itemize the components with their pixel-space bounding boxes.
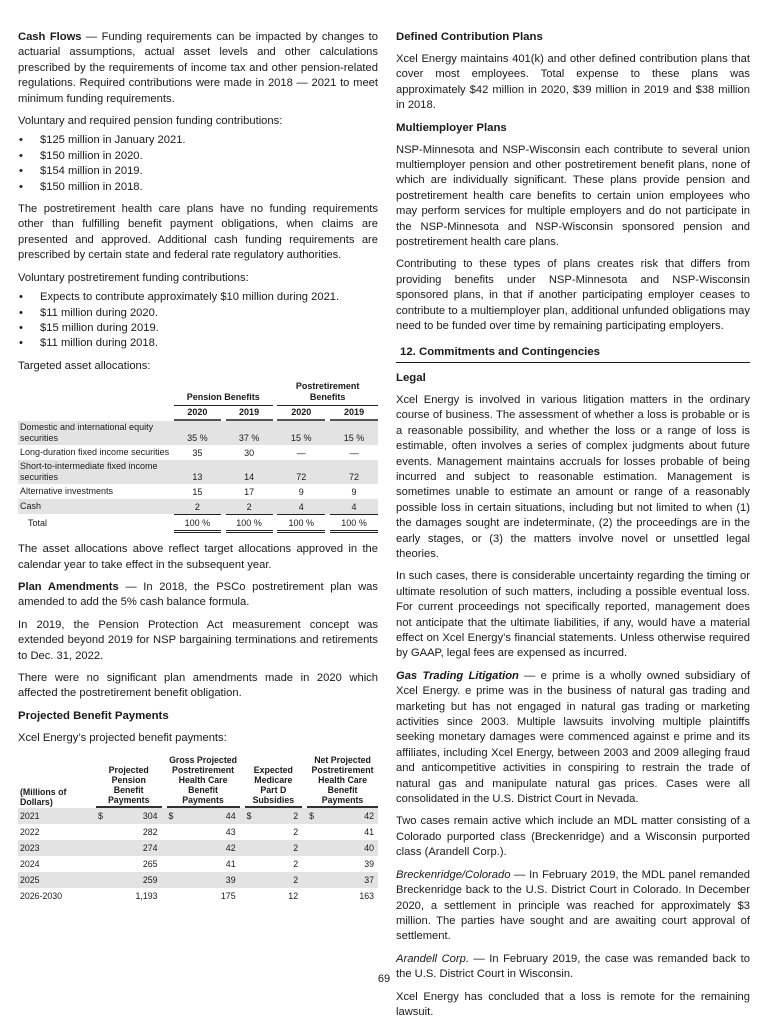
multiemployer-heading: Multiemployer Plans — [396, 121, 507, 134]
table-header-row — [18, 754, 378, 808]
table-row: 2023 274 42 2 40 — [18, 840, 378, 856]
list-item: • $11 million during 2020. — [18, 306, 378, 321]
group-header-pension: Pension Benefits — [174, 380, 273, 406]
multiemployer-paragraph-2: Contributing to these types of plans creates risk that differs from providing benefits under NSP-Minnesota and NSP-Wisconsin sponsored plans, in that if another participating employer ceases to contribute to a multiemployer plan, additional unfunded obligations may need to be funded over time by remaining participating employers. — [396, 258, 750, 333]
no-amendments-paragraph: There were no significant plan amendments made in 2020 which affected the postretirement benefit obligation. — [18, 671, 378, 700]
group-header-postretirement: Postretirement Benefits — [277, 380, 378, 406]
table-row: 2022 282 43 2 41 — [20, 827, 374, 838]
column-header: Gross Projected Postretirement Health Care Benefit Payments — [167, 754, 240, 808]
list-item: • $154 million in 2019. — [18, 164, 378, 179]
ppa-paragraph: In 2019, the Pension Protection Act measurement concept was extended beyond 2019 for NSP bargaining terminations and retirements to Dec. 31, 2022. — [18, 618, 378, 662]
section-title-commitments: 12. Commitments and Contingencies — [396, 345, 750, 363]
asset-allocation-table — [18, 380, 378, 533]
column-header: 2019 — [330, 406, 378, 421]
list-item: • $150 million in 2020. — [18, 149, 378, 164]
table-year-header-row — [18, 406, 378, 421]
projected-heading: Projected Benefit Payments — [18, 709, 169, 722]
list-item: • Expects to contribute approximately $10 million during 2021. — [18, 290, 378, 305]
allocation-note: The asset allocations above reflect target allocations approved in the calendar year to take effect in the subsequent year. — [18, 543, 378, 571]
right-column — [396, 30, 750, 1027]
list-item: • $11 million during 2018. — [18, 336, 378, 351]
table-group-header-row — [18, 380, 378, 406]
left-column — [18, 30, 378, 904]
defined-contribution-paragraph: Xcel Energy maintains 401(k) and other defined contribution plans that cover most employees. Total expense to these plans was approximately $42 million in 2020, $39 million in 2019 and $38 million in 2018. — [396, 53, 750, 112]
multiemployer-paragraph-1: NSP-Minnesota and NSP-Wisconsin each contribute to several union multiemployer pension and other postretirement benefit plans, none of which are individually significant. These plans provide pension and postretirement health care benefits to certain union employees who may perform services for multiple employers and do not participate in the NSP-Minnesota and NSP-Wisconsin sponsored pension and postretirement health care plans. — [396, 143, 750, 249]
table-row: Domestic and international equity securities 35 % 37 % 15 % 15 % — [18, 421, 378, 445]
table-row: 2025 259 39 2 37 — [18, 872, 378, 888]
breckenridge-paragraph: Breckenridge/Colorado — In February 2019, the MDL panel remanded Breckenridge back to the U.S. District Court in Colorado. In December 2020, a settlement in principle was reached for approximately $3 million. The parties have sought and are awaiting court approval of settlement. — [396, 868, 750, 943]
postretirement-contrib-list — [18, 290, 378, 352]
table-row: Long-duration fixed income securities 35 30 — — — [20, 447, 359, 459]
breckenridge-heading: Breckenridge/Colorado — [396, 868, 511, 881]
column-header: (Millions of Dollars) — [20, 787, 67, 808]
defined-contribution-heading: Defined Contribution Plans — [396, 31, 543, 43]
gas-trading-heading: Gas Trading Litigation — [396, 669, 519, 682]
projected-payments-table — [18, 754, 378, 904]
pension-contrib-list — [18, 133, 378, 195]
list-item: • $15 million during 2019. — [18, 321, 378, 336]
arandell-paragraph: Arandell Corp. — In February 2019, the case was remanded back to the U.S. District Court in Wisconsin. — [396, 952, 751, 981]
column-header: Net Projected Postretirement Health Care Benefit Payments — [307, 754, 378, 808]
table-row: Short-to-intermediate fixed income securities 13 14 72 72 — [18, 460, 378, 484]
gas-trading-paragraph: Gas Trading Litigation — e prime is a wholly owned subsidiary of Xcel Energy. e prime was in the business of natural gas trading and marketing but has not engaged in natural gas trading or marketing activities since 2003. Multiple lawsuits involving multiple plaintiffs seeking monetary damages were commenced against e prime and its affiliates, including Xcel Energy, between 2003 and 2009 alleging fraud and anticompetitive activities in conspiring to restrain the trade of natural gas and manipulate natural gas prices. Cases were all consolidated in the U.S. District Court in Nevada. — [396, 669, 750, 806]
list-item: • $125 million in January 2021. — [18, 133, 378, 148]
list-item: • $150 million in 2018. — [18, 180, 378, 195]
arandell-heading: Arandell Corp. — [396, 952, 469, 965]
plan-amendments-paragraph: Plan Amendments — In 2018, the PSCo postretirement plan was amended to add the 5% cash balance formula. — [18, 580, 379, 609]
table-row: Cash 2 2 4 4 — [18, 499, 378, 514]
table-total-row: Total 100 % 100 % 100 % 100 % — [18, 514, 378, 533]
column-header: Expected Medicare Part D Subsidies — [245, 754, 302, 808]
column-header: Projected Pension Benefit Payments — [96, 754, 162, 808]
two-cases-paragraph: Two cases remain active which include an MDL matter consisting of a Colorado purported class (Breckenridge) and a Wisconsin purported class (Arandell Corp.). — [396, 815, 750, 859]
plan-amendments-heading: Plan Amendments — [18, 580, 119, 593]
cash-flows-heading: Cash Flows — [18, 31, 82, 43]
page-number: 69 — [377, 973, 391, 985]
conclusion-paragraph: Xcel Energy has concluded that a loss is remote for the remaining lawsuit. — [396, 990, 750, 1018]
targeted-intro: Targeted asset allocations: — [18, 359, 151, 372]
table-row: 2024 265 41 2 39 — [20, 859, 374, 870]
legal-heading: Legal — [396, 371, 426, 384]
table-row: Alternative investments 15 17 9 9 — [20, 486, 357, 498]
legal-paragraph-1: Xcel Energy is involved in various litigation matters in the ordinary course of business. The assessment of whether a loss is probable or is a reasonable possibility, and whether the loss or a range of loss is estimable, often involves a series of complex judgments about future events. Management maintains accruals for losses probable of being incurred and subject to reasonable estimation. Management is sometimes unable to estimate an amount or range of a reasonably possible loss in certain situations, including but not limited to when (1) the damages sought are indeterminate, (2) the proceedings are in the early stages, or (3) the matters involve novel or unsettled legal theories. — [396, 393, 750, 560]
table-row: 2026-2030 1,193 175 12 163 — [20, 891, 374, 902]
postretirement-paragraph: The postretirement health care plans have no funding requirements other than fulfilling benefit payment obligations, when claims are presented and approved. Additional cash funding requirements are prescribed by certain state and federal rate regulatory authorities. — [18, 203, 378, 262]
column-header: 2019 — [226, 406, 273, 421]
pension-contrib-intro: Voluntary and required pension funding contributions: — [18, 115, 283, 128]
projected-intro: Xcel Energy’s projected benefit payments: — [18, 731, 227, 744]
postretirement-contrib-intro: Voluntary postretirement funding contributions: — [18, 271, 249, 284]
column-header: 2020 — [277, 406, 325, 421]
table-row: 2021 $ 304 $ 44 $ 2 $ 42 — [18, 808, 378, 824]
legal-paragraph-2: In such cases, there is considerable uncertainty regarding the timing or ultimate resolution of such matters, including a possible eventual loss. For current proceedings not specifically reported, management does not anticipate that the ultimate liabilities, if any, would have a material effect on Xcel Energy’s financial statements. Unless otherwise required by GAAP, legal fees are expensed as incurred. — [396, 570, 750, 660]
cash-flows-paragraph: Cash Flows — Funding requirements can be impacted by changes to actuarial assumptions, actual asset levels and other calculations prescribed by the requirements of income tax and other pension-related regulations. Required contributions were made in 2018 — 2021 to meet minimum funding requirements. — [18, 31, 378, 105]
column-header: 2020 — [174, 406, 221, 421]
